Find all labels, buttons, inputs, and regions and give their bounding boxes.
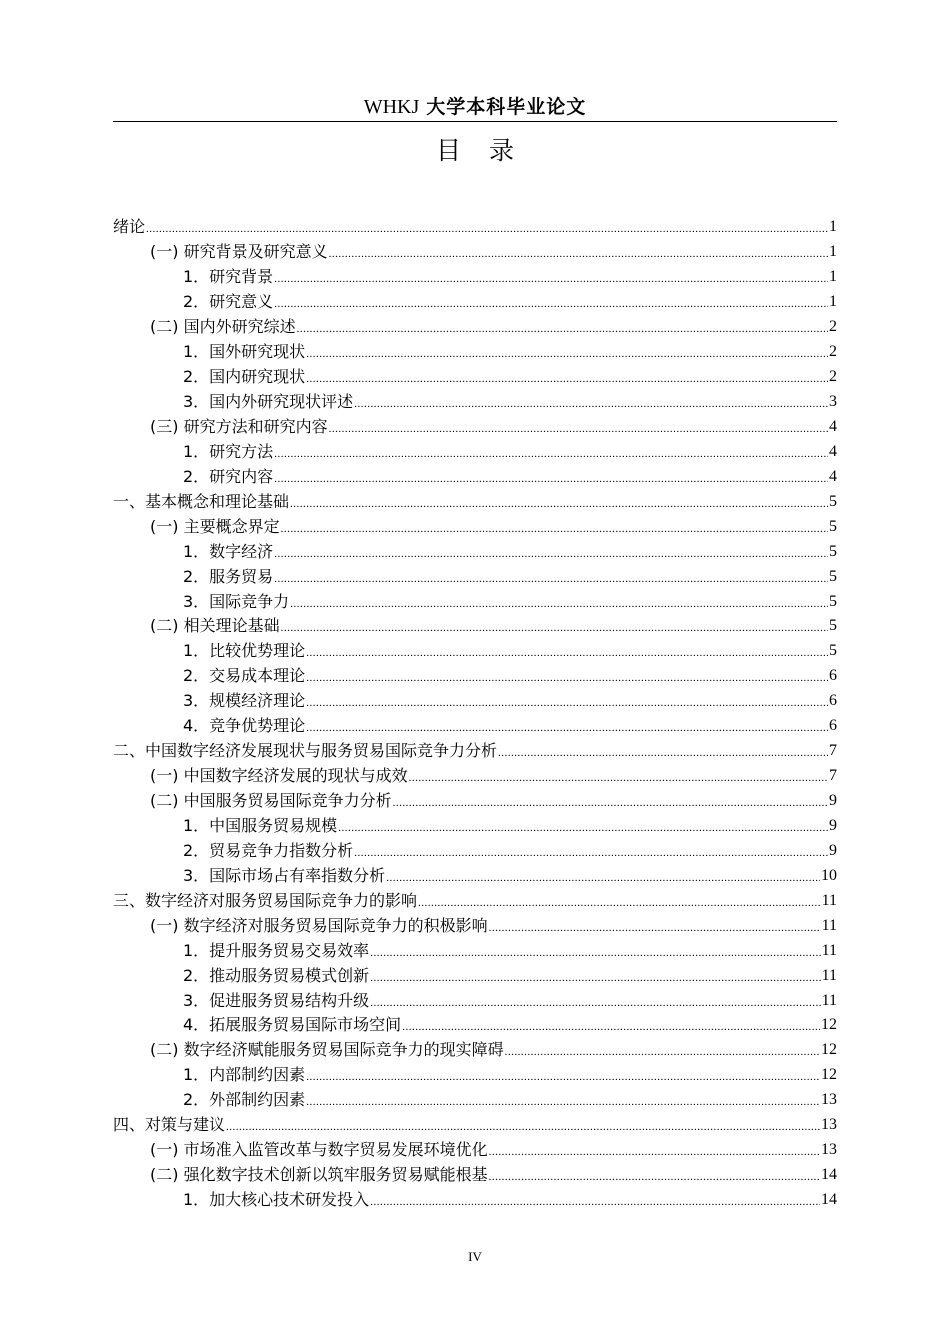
toc-leader-dots [274,544,828,564]
toc-leader-dots [306,1067,820,1087]
toc-entry-text: 2．国内研究现状 [183,367,306,387]
toc-leader-dots [354,843,828,863]
toc-leader-dots [146,219,828,239]
toc-title: 目录 [435,136,542,165]
toc-entry[interactable] [113,938,837,963]
toc-entry[interactable] [113,888,837,913]
toc-leader-dots [329,244,828,264]
toc-leader-dots [297,319,828,339]
toc-leader-dots [409,768,828,788]
toc-entry-text: (一) 中国数字经济发展的现状与成效 [150,766,408,786]
toc-entry[interactable] [113,290,837,315]
toc-entry-page: 9 [829,792,837,810]
toc-entry[interactable] [113,789,837,814]
toc-leader-dots [370,1192,820,1212]
toc-entry-text: 一、基本概念和理论基础 [113,491,290,511]
toc-entry-text: 4．拓展服务贸易国际市场空间 [183,1015,402,1035]
running-header [113,92,837,119]
toc-leader-dots [274,444,828,464]
toc-entry-text: 2．研究意义 [183,292,274,312]
toc-leader-dots [418,893,821,913]
toc-entry[interactable] [113,240,837,265]
toc-entry-text: 3．国内外研究现状评述 [183,392,354,412]
toc-entry-text: 1．国外研究现状 [183,342,306,362]
header-rule [113,121,837,122]
toc-entry-text: (二) 中国服务贸易国际竞争力分析 [150,791,392,811]
toc-leader-dots [281,618,828,638]
toc-entry-text: 1．研究背景 [183,267,274,287]
toc-entry-text: 2．交易成本理论 [183,666,306,686]
toc-entry-text: 3．国际竞争力 [183,591,290,611]
toc-entry-page: 11 [821,991,837,1009]
toc-entry[interactable] [113,1163,837,1188]
toc-leader-dots [306,643,828,663]
toc-entry[interactable] [113,514,837,539]
toc-entry-text: 1．中国服务贸易规模 [183,815,338,835]
toc-entry-page: 5 [829,642,837,660]
toc-entry[interactable] [113,1013,837,1038]
toc-entry-page: 4 [829,467,837,485]
toc-entry-text: 3．促进服务贸易结构升级 [183,990,370,1010]
toc-entry-text: (一) 主要概念界定 [150,516,280,536]
toc-entry[interactable] [113,589,837,614]
toc-entry[interactable] [113,564,837,589]
toc-leader-dots [274,469,828,489]
toc-leader-dots [226,1117,820,1137]
toc-entry-page: 14 [821,1166,837,1184]
toc-leader-dots [274,569,828,589]
toc-entry[interactable] [113,489,837,514]
toc-entry[interactable] [113,714,837,739]
footer-page-number: IV [468,1249,482,1264]
toc-entry[interactable] [113,365,837,390]
toc-entry[interactable] [113,1038,837,1063]
toc-entry-text: 二、中国数字经济发展现状与服务贸易国际竞争力分析 [113,741,498,761]
toc-leader-dots [306,344,828,364]
toc-entry-page: 1 [829,293,837,311]
toc-leader-dots [306,668,828,688]
toc-entry-page: 3 [829,393,837,411]
toc-leader-dots [306,693,828,713]
toc-entry[interactable] [113,315,837,340]
toc-leader-dots [489,918,821,938]
toc-entry-text: (一) 数字经济对服务贸易国际竞争力的积极影响 [150,915,488,935]
toc-entry-page: 12 [821,1016,837,1034]
toc-leader-dots [306,369,828,389]
toc-entry[interactable] [113,639,837,664]
toc-entry-page: 6 [829,692,837,710]
toc-entry-page: 2 [829,343,837,361]
toc-entry[interactable] [113,1113,837,1138]
toc-entry-page: 1 [829,243,837,261]
toc-entry[interactable] [113,1188,837,1213]
toc-entry-page: 5 [829,617,837,635]
toc-entry-text: 1．加大核心技术研发投入 [183,1190,370,1210]
toc-leader-dots [274,269,828,289]
toc-entry-text: (二) 相关理论基础 [150,616,280,636]
toc-entry-page: 12 [821,1066,837,1084]
toc-entry[interactable] [113,863,837,888]
toc-entry-text: (三) 研究方法和研究内容 [150,416,328,436]
toc-entry-text: 1．提升服务贸易交易效率 [183,940,370,960]
toc-leader-dots [498,743,828,763]
toc-leader-dots [290,494,828,514]
toc-leader-dots [290,594,828,614]
toc-entry-page: 5 [829,567,837,585]
toc-entry-text: 1．数字经济 [183,541,274,561]
toc-leader-dots [489,1167,820,1187]
toc-entry[interactable] [113,739,837,764]
toc-entry-page: 5 [829,492,837,510]
toc-entry-page: 1 [829,268,837,286]
toc-entry-page: 9 [829,816,837,834]
toc-entry[interactable] [113,539,837,564]
toc-entry-text: 2．服务贸易 [183,566,274,586]
toc-entry-page: 11 [821,891,837,909]
toc-entry-text: 三、数字经济对服务贸易国际竞争力的影响 [113,890,418,910]
toc-leader-dots [402,1017,820,1037]
toc-leader-dots [386,868,820,888]
toc-leader-dots [370,993,820,1013]
toc-entry-page: 5 [829,517,837,535]
toc-entry-text: (一) 市场准入监管改革与数字贸易发展环境优化 [150,1140,488,1160]
header-school-code: WHKJ [363,96,420,118]
toc-entry-page: 2 [829,318,837,336]
toc-entry-page: 7 [829,742,837,760]
toc-leader-dots [329,419,828,439]
toc-entry-page: 11 [821,941,837,959]
toc-entry-text: (二) 强化数字技术创新以筑牢服务贸易赋能根基 [150,1165,488,1185]
toc-entry-text: 1．内部制约因素 [183,1065,306,1085]
toc-entry-page: 6 [829,667,837,685]
toc-entry-page: 5 [829,542,837,560]
toc-entry[interactable] [113,1088,837,1113]
toc-entry-page: 6 [829,717,837,735]
toc-entry-text: 1．研究方法 [183,441,274,461]
toc-leader-dots [370,968,820,988]
toc-leader-dots [505,1042,820,1062]
toc-entry-page: 13 [821,1141,837,1159]
toc-leader-dots [281,519,828,539]
toc-entry-text: 2．研究内容 [183,466,274,486]
toc-entry[interactable] [113,664,837,689]
toc-leader-dots [393,793,828,813]
toc-entry-text: 绪论 [113,217,146,237]
toc-entry[interactable] [113,614,837,639]
toc-entry-text: 3．规模经济理论 [183,691,306,711]
toc-entry-page: 4 [829,417,837,435]
toc-entry[interactable] [113,439,837,464]
toc-leader-dots [338,818,828,838]
toc-entry-text: 2．外部制约因素 [183,1090,306,1110]
toc-leader-dots [370,943,820,963]
toc-entry[interactable] [113,814,837,839]
toc-entry[interactable] [113,689,837,714]
toc-leader-dots [306,1092,820,1112]
toc-entry-page: 4 [829,442,837,460]
toc-entry-text: 4．竞争优势理论 [183,716,306,736]
toc-entry[interactable] [113,265,837,290]
toc-entry-page: 11 [821,966,837,984]
toc-entry-page: 14 [821,1191,837,1209]
toc-entry[interactable] [113,764,837,789]
toc-entry[interactable] [113,415,837,440]
toc-entry[interactable] [113,838,837,863]
toc-entry-page: 1 [829,218,837,236]
toc-entry[interactable] [113,913,837,938]
toc-entry[interactable] [113,390,837,415]
toc-entry-page: 7 [829,767,837,785]
toc-entry-page: 9 [829,841,837,859]
toc-entry[interactable] [113,1138,837,1163]
toc-entry-page: 13 [821,1116,837,1134]
toc-entry-page: 5 [829,592,837,610]
toc-entry-text: (二) 国内外研究综述 [150,317,296,337]
toc-leader-dots [274,294,828,314]
toc-entry-page: 2 [829,368,837,386]
toc-entry-page: 10 [821,866,837,884]
toc-entry-text: (二) 数字经济赋能服务贸易国际竞争力的现实障碍 [150,1040,504,1060]
toc-leader-dots [354,394,828,414]
toc-entry[interactable] [113,464,837,489]
toc-entry[interactable] [113,1063,837,1088]
toc-entry-page: 12 [821,1041,837,1059]
toc-entry-text: 1．比较优势理论 [183,641,306,661]
toc-entry[interactable] [113,215,837,240]
toc-entry-text: 2．贸易竞争力指数分析 [183,840,354,860]
toc-entry-text: 2．推动服务贸易模式创新 [183,965,370,985]
header-document-type: 大学本科毕业论文 [426,96,587,118]
toc-entry[interactable] [113,988,837,1013]
toc-entry[interactable] [113,963,837,988]
toc-leader-dots [489,1142,820,1162]
toc-entry-text: 四、对策与建议 [113,1115,226,1135]
toc-entry-page: 11 [821,916,837,934]
toc-leader-dots [306,718,828,738]
toc-entry[interactable] [113,340,837,365]
toc-entry-text: 3．国际市场占有率指数分析 [183,865,386,885]
toc-entry-text: (一) 研究背景及研究意义 [150,242,328,262]
toc-entry-page: 13 [821,1091,837,1109]
table-of-contents [113,215,837,1213]
